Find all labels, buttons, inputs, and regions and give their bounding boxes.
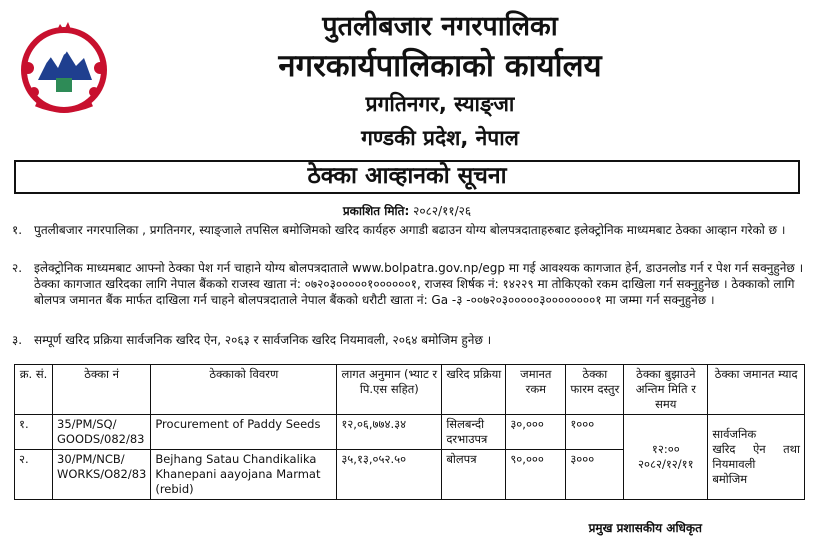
table-header-row: [15, 365, 805, 415]
tender-table: [14, 364, 805, 500]
published-date-label: प्रकाशित मिति:: [342, 204, 410, 218]
municipality-name: पुतलीबजार नगरपालिका: [322, 11, 558, 42]
header-validity: ठेक्का जमानत म्याद: [708, 365, 805, 415]
header-sn: क्र. सं.: [15, 365, 53, 415]
validity-line: खरिद ऐन तथा: [712, 442, 800, 456]
header-deadline: ठेक्का बुझाउने अन्तिम मिति र समय: [624, 365, 708, 415]
header-description: ठेक्काको विवरण: [151, 365, 337, 415]
cell-estimate: १२,०६,७७४.३४: [337, 415, 442, 450]
validity-line: बमोजिम: [712, 472, 748, 486]
office-address: प्रगतिनगर, स्याङ्जा: [365, 92, 515, 116]
signatory-title: प्रमुख प्रशासकीय अधिकृत: [588, 521, 702, 535]
office-name: नगरकार्यपालिकाको कार्यालय: [278, 48, 602, 84]
header-contract-no: ठेक्का नं: [53, 365, 151, 415]
cell-form-fee: ३०००: [566, 450, 624, 500]
nepal-emblem-logo: [16, 20, 112, 116]
cell-method: बोलपत्र: [442, 450, 506, 500]
cell-security: ३०,०००: [506, 415, 566, 450]
province-country: गण्डकी प्रदेश, नेपाल: [361, 126, 519, 150]
cell-form-fee: १०००: [566, 415, 624, 450]
validity-line: सार्वजनिक: [712, 427, 757, 441]
cell-sn: १.: [15, 415, 53, 450]
paragraph-number: ३.: [12, 333, 23, 347]
cell-estimate: ३५,१३,०५२.५०: [337, 450, 442, 500]
cell-validity: [708, 415, 805, 500]
deadline-date: २०८२/१२/११: [638, 457, 694, 471]
paragraph-text: पुतलीबजार नगरपालिका , प्रगतिनगर, स्याङ्जाले तपसिल बमोजिमको खरिद कार्यहरु अगाडी बढाउन योग्य बोलपत्रदाताहरुबाट इलेक्ट्रोनिक माध्यमबाट ठेक्का आव्हान गरेको छ ।: [34, 223, 786, 237]
paragraph-number: १.: [12, 223, 23, 237]
header-method: खरिद प्रक्रिया: [442, 365, 506, 415]
published-date: [0, 202, 814, 219]
cell-security: ९०,०००: [506, 450, 566, 500]
notice-paragraph: [12, 222, 804, 238]
cell-description: Bejhang Satau Chandikalika Khanepani aayojana Marmat (rebid): [151, 450, 337, 500]
notice-paragraph: [12, 260, 804, 308]
deadline-time: १२:००: [651, 442, 680, 456]
cell-sn: २.: [15, 450, 53, 500]
paragraph-text: इलेक्ट्रोनिक माध्यमबाट आफ्नो ठेक्का पेश गर्न चाहाने योग्य बोलपत्रदाताले www.bolpatra.gov.np/egp मा गई आवश्यक कागजात हेर्न, डाउनलोड गर्न र पेश गर्न सक्नुहुनेछ । ठेक्का कागजात खरिदका लागि नेपाल बैंकको राजस्व खाता नं: ०७२०३०००००१००००००१, राजस्व शिर्षक नं: १४२२९ मा तोकिएको रकम दाखिला गर्न सक्नुहुनेछ । ठेक्काको लागि बोलपत्र जमानत बैंक मार्फत दाखिला गर्न चाहने बोलपत्रदाताले नेपाल बैंकको धरौटी खाता नं: Ga -३ -००७२०३०००००३००००००००१ मा जम्मा गर्न सक्नुहुनेछ ।: [34, 261, 804, 307]
table-row: [15, 415, 805, 450]
published-date-value: २०८२/११/२६: [413, 204, 472, 218]
cell-contract-no: 35/PM/SQ/ GOODS/082/83: [53, 415, 151, 450]
header-form-fee: ठेक्का फारम दस्तुर: [566, 365, 624, 415]
validity-line: नियमावली: [712, 457, 756, 471]
paragraph-text: सम्पूर्ण खरिद प्रक्रिया सार्वजनिक खरिद ऐन, २०६३ र सार्वजनिक खरिद नियमावली, २०६४ बमोजिम हुनेछ ।: [34, 333, 492, 347]
header-estimate: लागत अनुमान (भ्याट र पि.एस सहित): [337, 365, 442, 415]
paragraph-number: २.: [12, 261, 23, 275]
cell-description: Procurement of Paddy Seeds: [151, 415, 337, 450]
cell-contract-no: 30/PM/NCB/ WORKS/O82/83: [53, 450, 151, 500]
header-security: जमानत रकम: [506, 365, 566, 415]
notice-paragraph: [12, 332, 804, 348]
cell-method: सिलबन्दी दरभाउपत्र: [442, 415, 506, 450]
notice-title: ठेक्का आव्हानको सूचना: [14, 160, 800, 194]
cell-deadline: [624, 415, 708, 500]
